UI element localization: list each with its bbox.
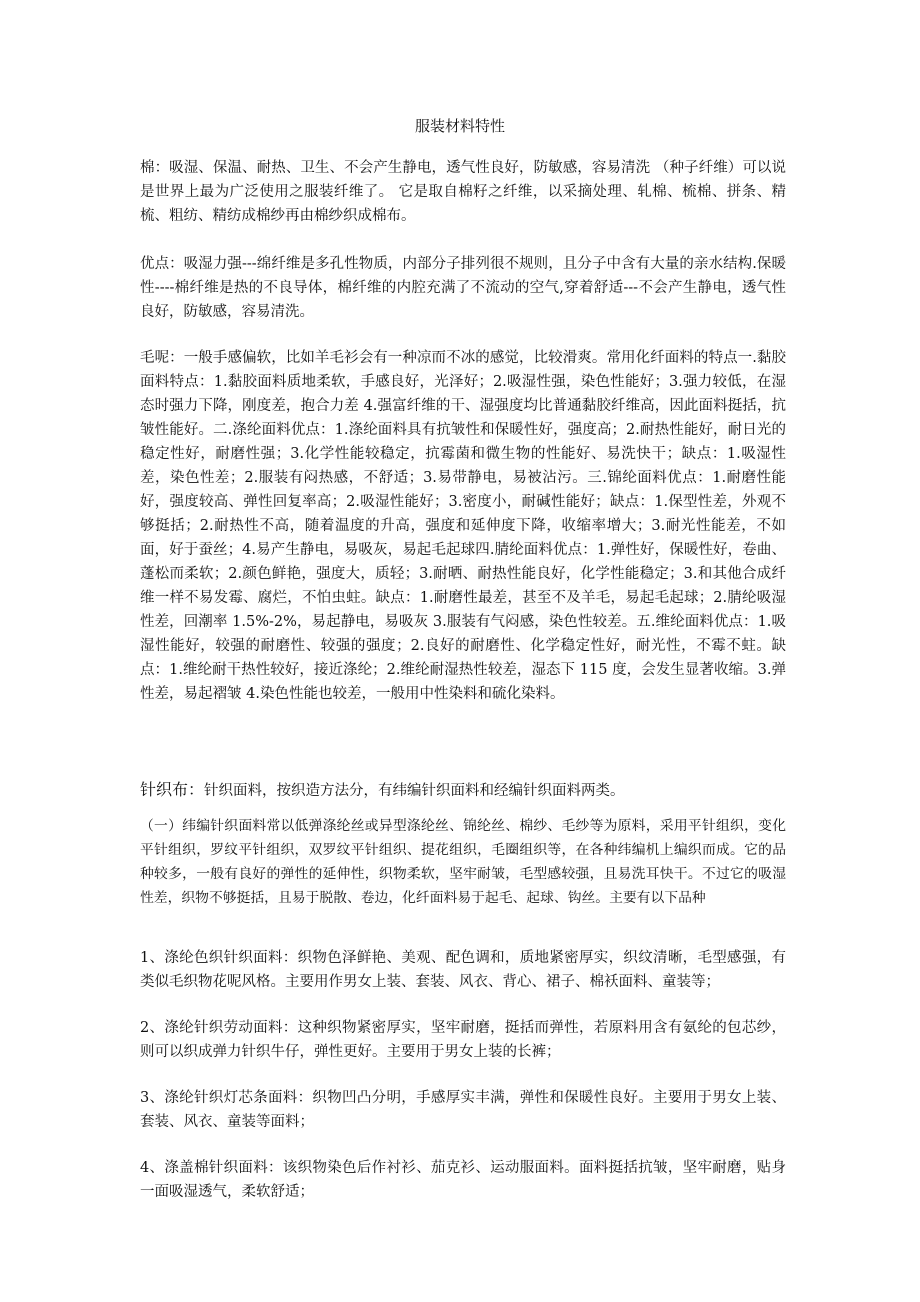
paragraph-cotton: 棉：吸湿、保温、耐热、卫生、不会产生静电，透气性良好，防敏感，容易清洗 （种子纤维）可以说是世界上最为广泛使用之服装纤维了。 它是取自棉籽之纤维，以采摘处理、轧棉、梳棉、拼条、精梳、粗纺、精纺成棉纱再由棉纱织成棉布。 bbox=[140, 160, 786, 224]
page-title: 服装材料特性 bbox=[414, 117, 505, 135]
knit-heading: 针织布： bbox=[140, 780, 205, 799]
list-item-4: 4、涤盖棉针织面料：该织物染色后作衬衫、茄克衫、运动服面料。面料挺括抗皱，坚牢耐磨，贴身一面吸湿透气，柔软舒适； bbox=[140, 1160, 786, 1200]
paragraph-wool-synthetics: 毛呢：一般手感偏软，比如羊毛衫会有一种凉而不冰的感觉，比较滑爽。常用化纤面料的特点一.黏胶面料特点：1.黏胶面料质地柔软，手感良好，光泽好；2.吸湿性强，染色性能好；3.强力较低，在湿态时强力下降，刚度差，抱合力差 4.强富纤维的干、湿强度均比普通黏胶纤维高，因此面料挺括，抗皱性能好。二.涤纶面料优点：1.涤纶面料具有抗皱性和保暖性好，强度高；2.耐热性能好，耐日光的稳定性好，耐磨性强；3.化学性能较稳定，抗霉菌和微生物的性能好、易洗快干；缺点：1.吸湿性差，染色性差；2.服装有闷热感，不舒适；3.易带静电，易被沾污。三.锦纶面料优点：1.耐磨性能好，强度较高、弹性回复率高；2.吸湿性能好；3.密度小，耐碱性能好；缺点：1.保型性差，外观不够挺括；2.耐热性不高，随着温度的升高，强度和延伸度下降，收缩率增大；3.耐光性能差，不如面，好于蚕丝；4.易产生静电，易吸灰，易起毛起球四.腈纶面料优点：1.弹性好，保暖性好，卷曲、蓬松而柔软；2.颜色鲜艳，强度大，质轻；3.耐晒、耐热性能良好，化学性能稳定；3.和其他合成纤维一样不易发霉、腐烂，不怕虫蛀。缺点：1.耐磨性最差，甚至不及羊毛，易起毛起球；2.腈纶吸湿性差，回潮率 1.5%-2%，易起静电，易吸灰 3.服装有气闷感，染色性较差。五.维纶面料优点：1.吸湿性能好，较强的耐磨性、较强的强度；2.良好的耐磨性、化学稳定性好，耐光性，不霉不蛀。缺点：1.维纶耐干热性较好，接近涤纶；2.维纶耐湿热性较差，湿态下 115 度，会发生显著收缩。3.弹性差，易起褶皱 4.染色性能也较差，一般用中性染料和硫化染料。 bbox=[140, 350, 786, 702]
list-item-2: 2、涤纶针织劳动面料：这种织物紧密厚实，坚牢耐磨，挺括而弹性，若原料用含有氨纶的包芯纱，则可以织成弹力针织牛仔，弹性更好。主要用于男女上装的长裤； bbox=[140, 1020, 786, 1060]
paragraph-weft-knit: （一）纬编针织面料常以低弹涤纶丝或异型涤纶丝、锦纶丝、棉纱、毛纱等为原料，采用平针组织，变化平针组织，罗纹平针组织，双罗纹平针组织、提花组织，毛圈组织等，在各种纬编机上编织而成。它的品种较多，一般有良好的弹性的延伸性，织物柔软，坚牢耐皱，毛型感较强，且易洗耳快干。不过它的吸湿性差，织物不够挺括，且易于脱散、卷边，化纤面料易于起毛、起球、钩丝。主要有以下品种 bbox=[140, 818, 786, 906]
list-item-3: 3、涤纶针织灯芯条面料：织物凹凸分明，手感厚实丰满，弹性和保暖性良好。主要用于男女上装、套装、风衣、童装等面料； bbox=[140, 1090, 786, 1130]
paragraph-advantages: 优点：吸湿力强---绵纤维是多孔性物质，内部分子排列很不规则，且分子中含有大量的亲水结构.保暖性----棉纤维是热的不良导体，棉纤维的内腔充满了不流动的空气,穿着舒适---不会产生静电，透气性良好，防敏感，容易清洗。 bbox=[140, 256, 786, 320]
paragraph-knit-intro bbox=[140, 778, 786, 803]
knit-intro-text: 针织面料，按织造方法分，有纬编针织面料和经编针织面料两类。 bbox=[204, 783, 625, 799]
list-item-1: 1、涤纶色织针织面料：织物色泽鲜艳、美观、配色调和，质地紧密厚实，织纹清晰，毛型感强，有类似毛织物花呢风格。主要用作男女上装、套装、风衣、背心、裙子、棉袄面料、童装等； bbox=[140, 950, 786, 990]
